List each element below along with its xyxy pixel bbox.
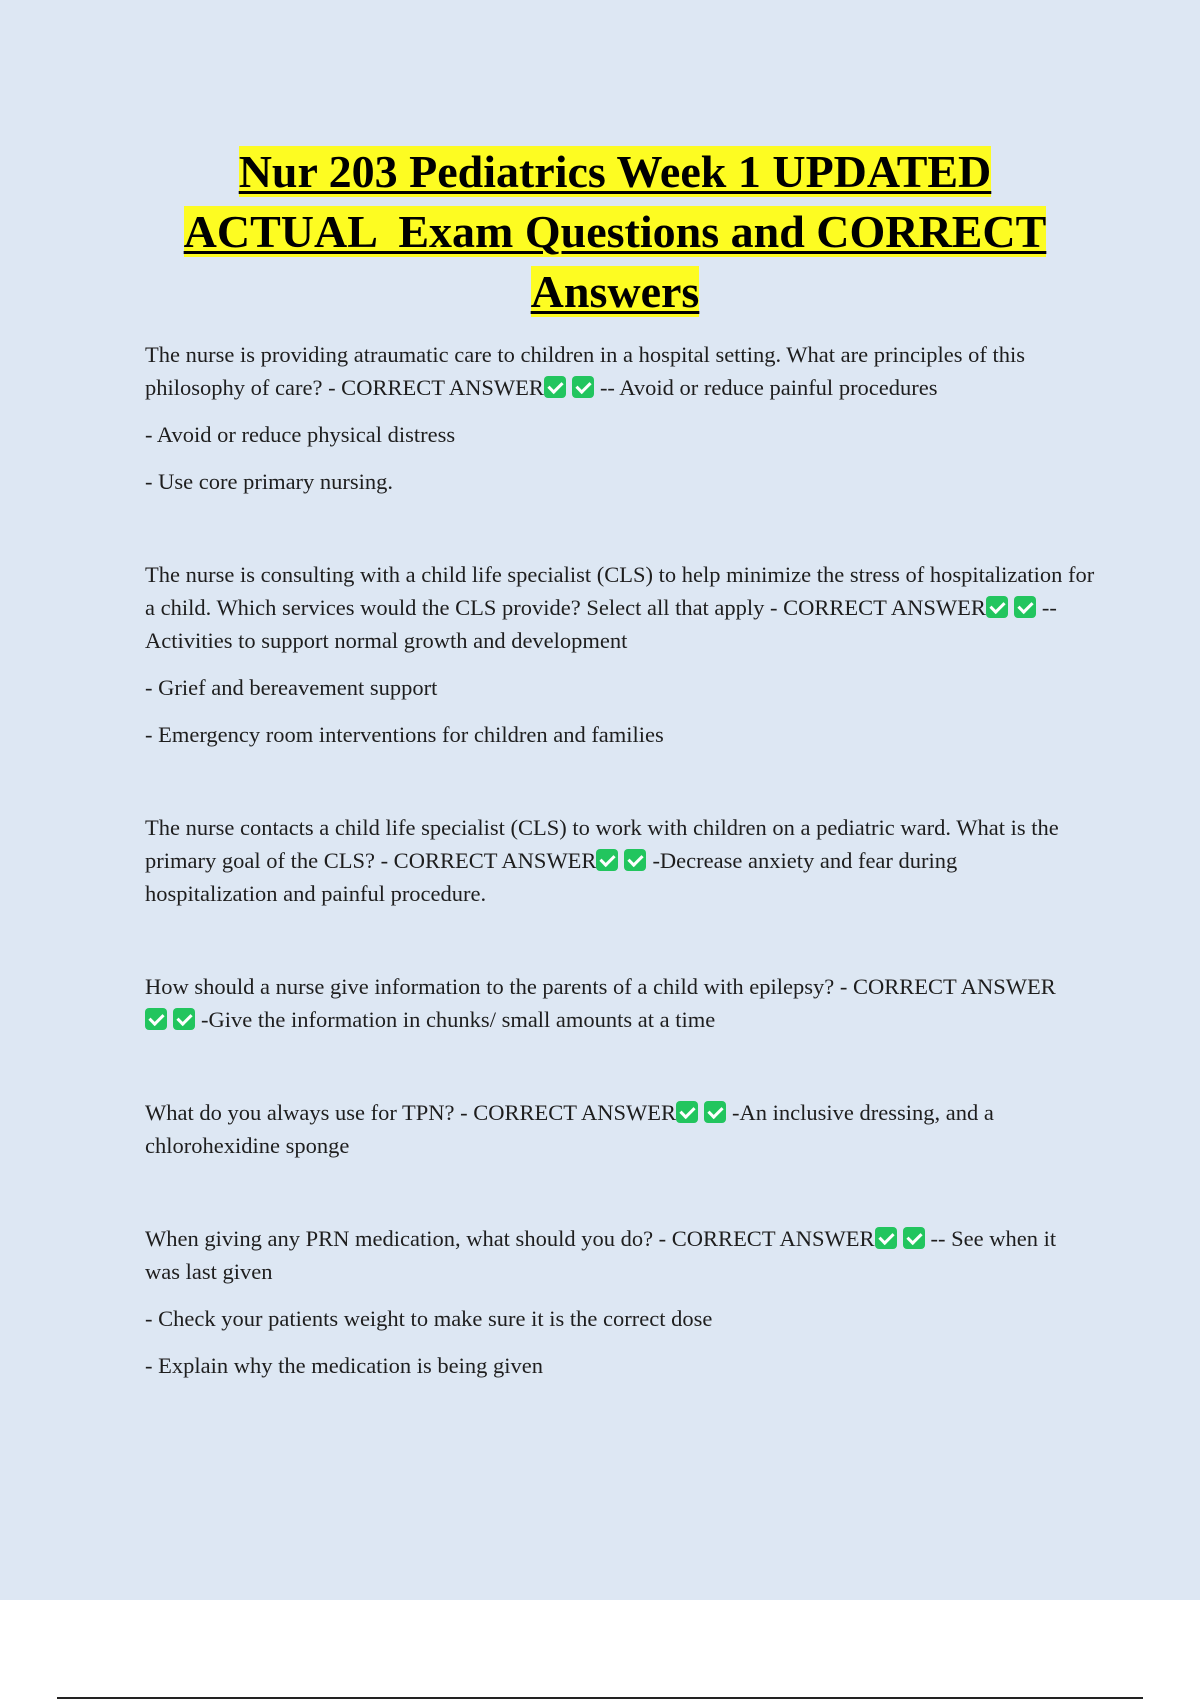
qa-paragraph: [145, 1222, 1095, 1288]
qa-paragraph: [145, 558, 1095, 657]
answer-bullet: - Explain why the medication is being given: [145, 1353, 544, 1378]
document-title: [110, 142, 1120, 322]
checkmark-icon: [875, 1227, 897, 1249]
qa-paragraph: [145, 970, 1095, 1036]
checkmark-icon: [173, 1008, 195, 1030]
answer-bullet: - Grief and bereavement support: [145, 675, 438, 700]
qa-paragraph: [145, 338, 1095, 404]
checkmark-icon: [596, 849, 618, 871]
question-text: The nurse contacts a child life specialist (CLS) to work with children on a pediatric ward. What is the primary goal of the CLS? - CORRECT ANSWER: [145, 815, 1059, 873]
checkmark-icon: [572, 376, 594, 398]
checkmark-icon: [986, 596, 1008, 618]
checkmark-icon: [704, 1101, 726, 1123]
answer-bullet: - Emergency room interventions for children and families: [145, 722, 664, 747]
qa-paragraph: [145, 1096, 1095, 1162]
answer-bullet: - Use core primary nursing.: [145, 469, 394, 494]
title-line-1: Nur 203 Pediatrics Week 1 UPDATED: [238, 146, 992, 197]
qa-item: [145, 338, 1095, 498]
answer-bullet: - Avoid or reduce physical distress: [145, 422, 456, 447]
checkmark-icon: [544, 376, 566, 398]
checkmark-icon: [145, 1008, 167, 1030]
check-icons: [544, 375, 600, 400]
question-text: The nurse is consulting with a child life specialist (CLS) to help minimize the stress of hospitalization for a child. Which services would the CLS provide? Select all that apply - CORRECT ANSWER: [145, 562, 1095, 620]
checkmark-icon: [624, 849, 646, 871]
answer-text: -- Activities to support normal growth and development: [145, 595, 1057, 653]
qa-paragraph: [145, 811, 1095, 910]
question-text: When giving any PRN medication, what should you do? - CORRECT ANSWER: [145, 1226, 875, 1251]
question-text: The nurse is providing atraumatic care to children in a hospital setting. What are principles of this philosophy of care? - CORRECT ANSWER: [145, 342, 1025, 400]
answer-text: -- Avoid or reduce painful procedures: [599, 375, 938, 400]
answer-text: -Give the information in chunks/ small amounts at a time: [201, 1007, 716, 1032]
footer-divider: [57, 1697, 1143, 1699]
qa-item: [145, 970, 1095, 1036]
checkmark-icon: [676, 1101, 698, 1123]
qa-item: [145, 811, 1095, 910]
checkmark-icon: [903, 1227, 925, 1249]
answer-text: -Decrease anxiety and fear during hospitalization and painful procedure.: [145, 848, 958, 906]
qa-list: [145, 338, 1095, 1382]
answer-bullet: - Check your patients weight to make sure it is the correct dose: [145, 1306, 713, 1331]
check-icons: [676, 1100, 732, 1125]
question-text: How should a nurse give information to the parents of a child with epilepsy? - CORRECT ANSWER: [145, 974, 1056, 999]
title-line-3: Answers: [530, 266, 700, 317]
qa-item: [145, 1096, 1095, 1162]
checkmark-icon: [1014, 596, 1036, 618]
question-text: What do you always use for TPN? - CORRECT ANSWER: [145, 1100, 677, 1125]
qa-item: [145, 1222, 1095, 1382]
check-icons: [875, 1226, 931, 1251]
answer-text: -- See when it was last given: [145, 1226, 1057, 1284]
qa-item: [145, 558, 1095, 751]
check-icons: [145, 1007, 201, 1032]
check-icons: [596, 848, 652, 873]
check-icons: [986, 595, 1042, 620]
title-line-2: ACTUAL Exam Questions and CORRECT: [183, 206, 1047, 257]
answer-text: -An inclusive dressing, and a chlorohexidine sponge: [145, 1100, 994, 1158]
